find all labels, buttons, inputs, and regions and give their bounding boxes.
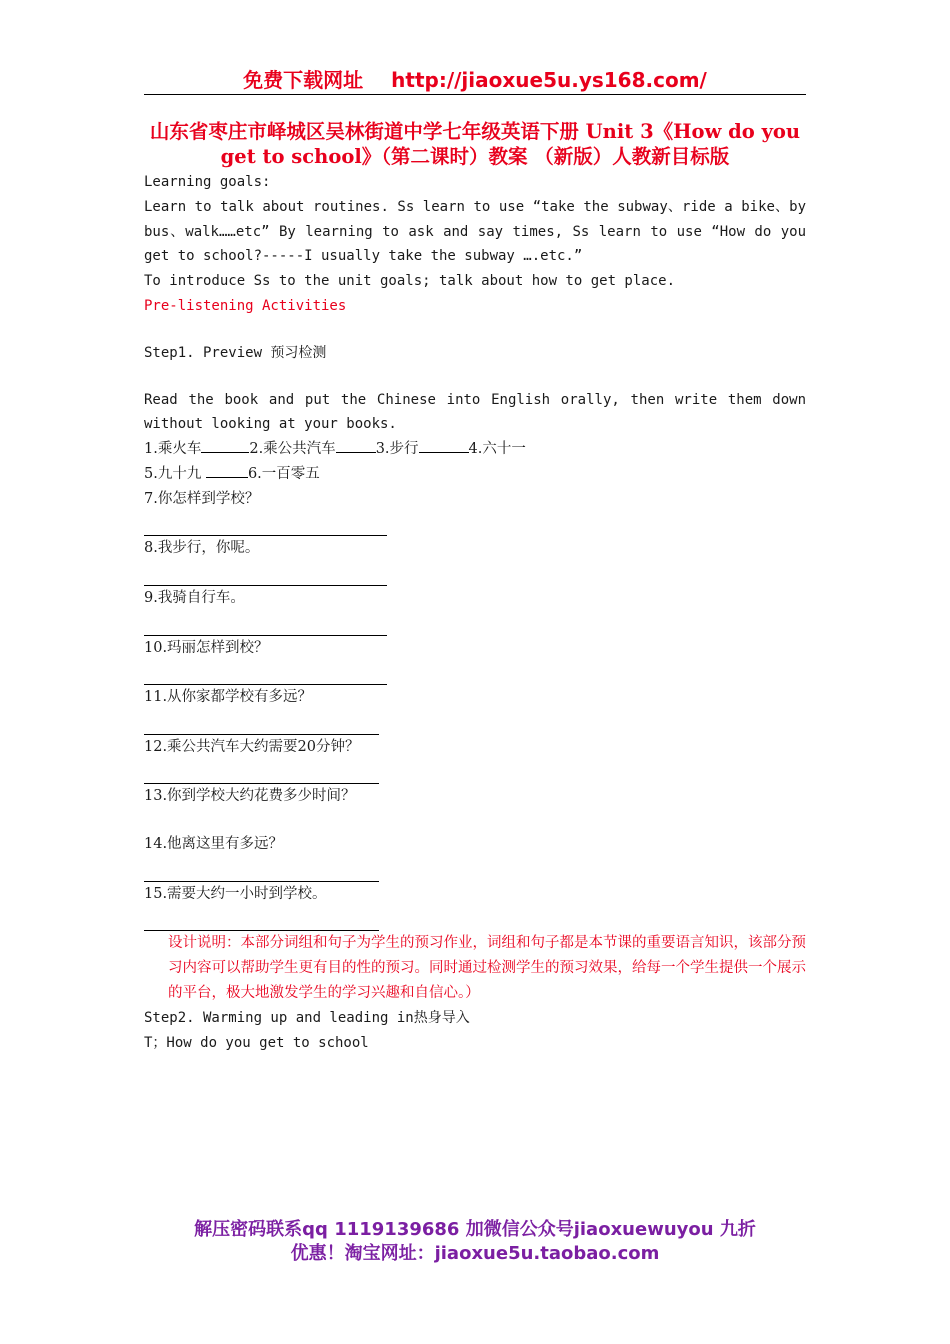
question-item: 12.乘公共汽车大约需要20分钟？ xyxy=(144,738,360,755)
learning-goals-paragraph: Learn to talk about routines. Ss learn to use “take the subway、ride a bike、by bus、walk……etc” By learning to ask and say times, Ss learn to use “How do you get to school?-----I usually take the subway ….etc.” xyxy=(144,198,806,265)
answer-line[interactable] xyxy=(144,760,806,785)
header-url-link[interactable]: http://jiaoxue5u.ys168.com/ xyxy=(391,68,707,92)
page-footer xyxy=(144,1218,806,1266)
step2-title: Step2. Warming up and leading in热身导入 xyxy=(144,1010,470,1027)
vocab-blank[interactable] xyxy=(336,440,376,453)
learning-goals-heading: Learning goals: xyxy=(144,174,271,190)
spacer xyxy=(144,319,806,341)
vocab-row-2 xyxy=(144,462,806,487)
answer-line[interactable] xyxy=(144,857,806,882)
question-item: 7.你怎样到学校？ xyxy=(144,490,260,507)
question-item: 8.我步行，你呢。 xyxy=(144,540,260,557)
question-item: 13.你到学校大约花费多少时间？ xyxy=(144,788,356,805)
question-item: 10.玛丽怎样到校？ xyxy=(144,639,269,656)
answer-line[interactable] xyxy=(144,611,806,636)
answer-line[interactable] xyxy=(144,710,806,735)
footer-contact-line: 解压密码联系qq 1119139686 加微信公众号jiaoxuewuyou 九折 xyxy=(194,1219,756,1240)
question-item: 15.需要大约一小时到学校。 xyxy=(144,885,327,902)
vocab-item: 3.步行 xyxy=(375,441,419,458)
header-label: 免费下载网址 xyxy=(243,68,364,92)
vocab-row-1 xyxy=(144,437,806,462)
vocab-item: 6.一百零五 xyxy=(247,465,320,482)
step1-instruction: Read the book and put the Chinese into English orally, then write them down without looking at your books. xyxy=(144,391,806,433)
footer-shop-line: 优惠！淘宝网址：jiaoxue5u.taobao.com xyxy=(290,1243,660,1264)
step1-title: Step1. Preview 预习检测 xyxy=(144,344,327,361)
page-header xyxy=(144,66,806,95)
question-item: 9.我骑自行车。 xyxy=(144,589,245,606)
vocab-blank[interactable] xyxy=(419,440,469,453)
document-title: 山东省枣庄市峄城区吴林街道中学七年级英语下册 Unit 3《How do you get to school》（第二课时）教案 （新版）人教新目标版 xyxy=(149,120,801,168)
pre-listening-heading: Pre-listening Activities xyxy=(144,297,347,314)
vocab-item: 4.六十一 xyxy=(468,441,526,458)
spacer xyxy=(144,366,806,388)
vocab-blank[interactable] xyxy=(201,440,249,453)
answer-line[interactable] xyxy=(144,907,806,932)
unit-intro-text: To introduce Ss to the unit goals; talk about how to get place. xyxy=(144,273,676,290)
answer-line[interactable] xyxy=(144,561,806,586)
vocab-item: 5.九十九 xyxy=(144,465,206,482)
spacer xyxy=(144,809,806,832)
answer-line[interactable] xyxy=(144,512,806,537)
question-item: 11.从你家都学校有多远？ xyxy=(144,689,313,706)
vocab-item: 1.乘火车 xyxy=(144,441,202,458)
answer-line[interactable] xyxy=(144,660,806,685)
vocab-item: 2.乘公共汽车 xyxy=(249,441,336,458)
step2-dialog: T；How do you get to school xyxy=(144,1035,369,1052)
design-note: 设计说明：本部分词组和句子为学生的预习作业，词组和句子都是本节课的重要语言知识，该部分预习内容可以帮助学生更有目的性的预习。同时通过检测学生的预习效果，给每一个学生提供一个展示的平台，极大地激发学生的学习兴趣和自信心。） xyxy=(168,935,806,1002)
vocab-blank[interactable] xyxy=(206,465,248,478)
document-body xyxy=(144,170,806,1056)
question-item: 14.他离这里有多远？ xyxy=(144,836,284,853)
